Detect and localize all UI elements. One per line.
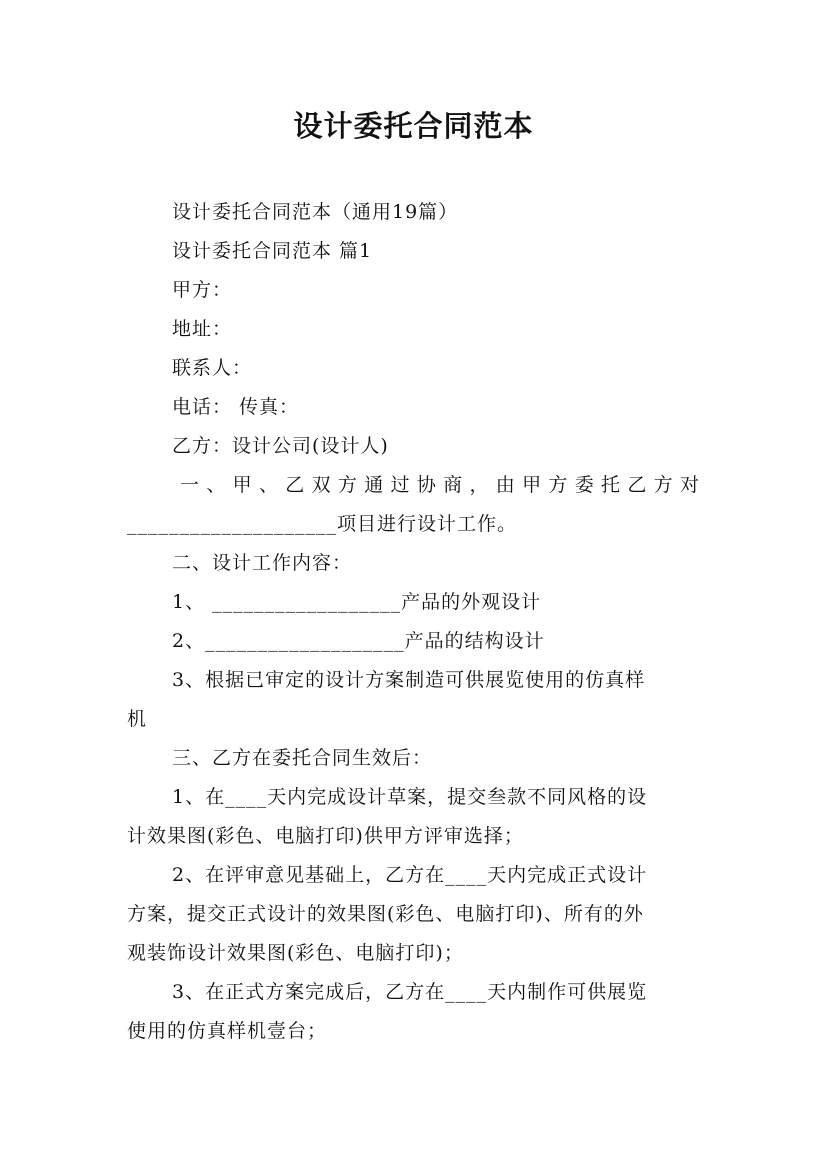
- paragraph-line: 一、甲、乙双方通过协商，由甲方委托乙方对: [180, 474, 700, 496]
- paragraph-line: 使用的仿真样机壹台；: [127, 1020, 328, 1042]
- paragraph-line: 乙方：设计公司(设计人): [172, 435, 389, 457]
- paragraph-line: 1、 __________________产品的外观设计: [172, 591, 542, 613]
- paragraph-line: 联系人：: [172, 357, 253, 379]
- paragraph-line: 三、乙方在委托合同生效后：: [172, 747, 433, 769]
- paragraph-line: 2、在评审意见基础上，乙方在____天内完成正式设计: [172, 864, 648, 886]
- paragraph-line: 3、根据已审定的设计方案制造可供展览使用的仿真样: [172, 669, 646, 691]
- paragraph-line: 计效果图(彩色、电脑打印)供甲方评审选择；: [127, 825, 524, 847]
- paragraph-line: 电话： 传真：: [172, 396, 300, 418]
- paragraph-line: 二、设计工作内容：: [172, 552, 353, 574]
- paragraph-line: 设计委托合同范本 篇1: [172, 240, 373, 262]
- paragraph-line: 1、在____天内完成设计草案，提交叁款不同风格的设: [172, 786, 648, 808]
- paragraph-line: 甲方：: [172, 279, 233, 301]
- paragraph-line: 3、在正式方案完成后，乙方在____天内制作可供展览: [172, 981, 648, 1003]
- paragraph-line: 方案，提交正式设计的效果图(彩色、电脑打印)、所有的外: [127, 903, 644, 925]
- paragraph-line: ____________________项目进行设计工作。: [127, 513, 518, 535]
- paragraph-line: 2、___________________产品的结构设计: [172, 630, 545, 652]
- document-title: 设计委托合同范本: [293, 109, 534, 143]
- paragraph-line: 设计委托合同范本（通用19篇）: [172, 201, 459, 223]
- paragraph-line: 地址：: [172, 318, 233, 340]
- paragraph-line: 机: [127, 708, 148, 730]
- paragraph-line: 观装饰设计效果图(彩色、电脑打印)；: [127, 942, 464, 964]
